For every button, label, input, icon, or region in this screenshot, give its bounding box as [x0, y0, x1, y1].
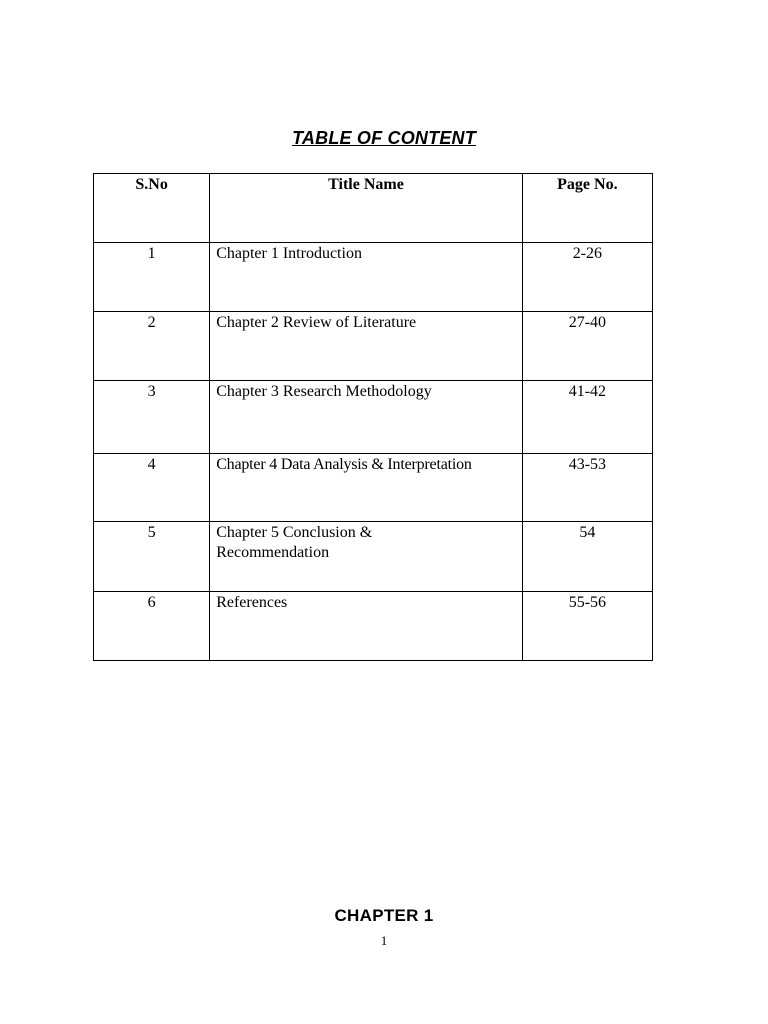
page-number: 1 [380, 933, 388, 948]
header-page: Page No. [557, 176, 618, 193]
row-sno: 3 [147, 383, 156, 400]
header-title-cell [210, 174, 523, 243]
table-header-row [94, 174, 653, 243]
chapter-heading: CHAPTER 1 [334, 906, 434, 925]
row-page: 55-56 [568, 594, 607, 611]
row-sno: 1 [147, 245, 156, 262]
table-row [94, 381, 653, 454]
row-sno: 6 [147, 594, 156, 611]
row-page: 41-42 [568, 383, 607, 400]
row-page: 2-26 [572, 245, 603, 262]
row-title: Chapter 5 Conclusion & Recommendation [216, 524, 373, 561]
row-title: Chapter 1 Introduction [216, 245, 362, 262]
row-title: Chapter 4 Data Analysis & Interpretation [216, 456, 472, 473]
table-row [94, 592, 653, 661]
row-sno: 2 [147, 314, 156, 331]
table-row [94, 312, 653, 381]
header-page-cell [522, 174, 652, 243]
header-sno-cell [94, 174, 210, 243]
toc-table [93, 173, 653, 661]
toc-heading: TABLE OF CONTENT [292, 128, 476, 148]
row-sno: 5 [147, 524, 156, 541]
table-row [94, 454, 653, 522]
row-title: References [216, 594, 288, 611]
table-row [94, 522, 653, 592]
row-page: 43-53 [568, 456, 607, 473]
row-page: 54 [579, 524, 596, 541]
table-row [94, 243, 653, 312]
header-title: Title Name [328, 176, 404, 193]
row-title: Chapter 3 Research Methodology [216, 383, 432, 400]
row-title: Chapter 2 Review of Literature [216, 314, 417, 331]
row-sno: 4 [147, 456, 156, 473]
header-sno: S.No [135, 176, 168, 193]
row-page: 27-40 [568, 314, 607, 331]
